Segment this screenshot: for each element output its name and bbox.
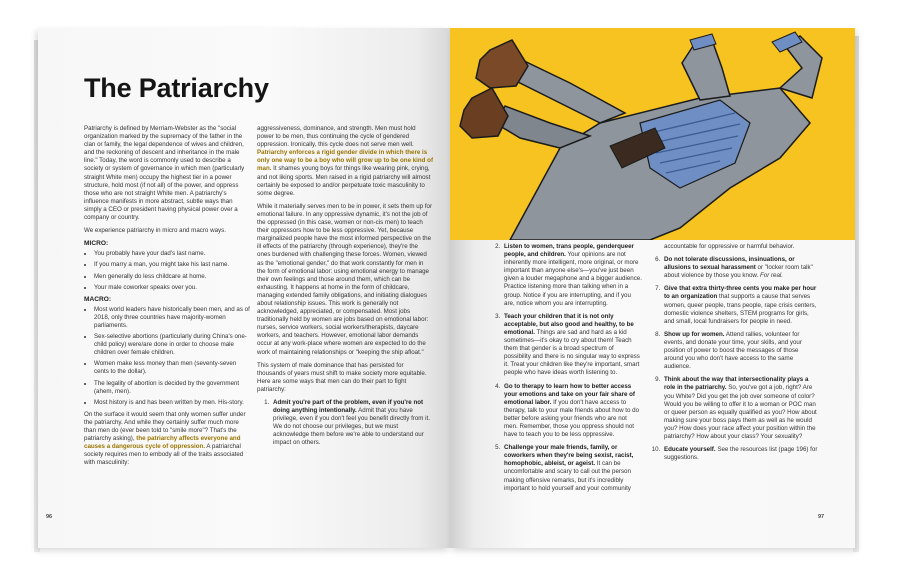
- macro-heading: MACRO:: [84, 295, 112, 303]
- list-item: [662, 285, 818, 325]
- right-column-2: [648, 243, 818, 467]
- page-title: The Patriarchy: [84, 73, 269, 103]
- list-item: • Women make less money than men (seventy-seven cents to the dollar).: [94, 360, 250, 376]
- item-heading: Give that extra thirty-three cents you make per hour to an organization: [664, 285, 817, 301]
- right-column-1: [488, 243, 642, 498]
- illustration: [450, 28, 855, 240]
- item-text: or "locker room talk" about violence by those you know.: [664, 264, 813, 280]
- item-heading: Show up for women.: [664, 330, 725, 338]
- paragraph-text: aggressiveness, dominance, and strength. Men must hold power to be men, thus continuing the cycle of gendered oppression. Ironically, this cycle does not serve men well.: [257, 125, 416, 149]
- micro-macro-intro: We experience patriarchy in micro and macro ways.: [84, 227, 226, 235]
- paragraph-text: A patriarchal society requires men to embody all of the traits associated with masculinity:: [84, 443, 244, 467]
- item-text: Your opinions are not inherently more intelligent, more original, or more important than anyone else's—you've just been given a louder megaphone and a bigger audience. Practice listening more than talking when in a group. Notice if you are interrupting, and if you are, notice whom you are interrupting.: [504, 251, 642, 307]
- list-item: [662, 446, 818, 462]
- reclining-man-illustration: [450, 28, 855, 240]
- masculinity-paragraph: [257, 125, 433, 198]
- paragraph-text: On the surface it would seem that only women suffer under the patriarchy. And while they certainly suffer much more than men do (ever been told to "smile more"? That's the patriarchy asking),: [84, 410, 246, 443]
- item-emphasis: For real.: [759, 272, 784, 280]
- macro-list: [84, 306, 250, 407]
- page-number-right: 97: [818, 514, 825, 520]
- left-column-1: [84, 125, 250, 472]
- list-item: • Most world leaders have historically been men, and as of 2018, only three countries have majority-women parliaments.: [94, 306, 250, 330]
- list-item: [662, 331, 818, 371]
- item-heading: Listen to women, trans people, genderqueer people, and children.: [504, 243, 634, 259]
- actions-list-end: [648, 256, 818, 462]
- item-heading: Do not tolerate discussions, insinuations, or allusions to sexual harassment: [664, 256, 795, 272]
- micro-list: [84, 250, 250, 291]
- list-item: [662, 256, 818, 280]
- item-text: See the resources list (page 196) for suggestions.: [664, 446, 818, 462]
- item-heading: Go to therapy to learn how to better access your emotions and take on your fair share of emotional labor.: [504, 382, 635, 406]
- list-item: • Sex-selective abortions (particularly during China's one-child policy) were/are done in order to choose male children over female children.: [94, 333, 250, 357]
- item-text: Attend rallies, volunteer for events, and donate your time, your skills, and your position of power to boost the messages of those around you who don't have access to the same audience.: [664, 330, 802, 371]
- list-item: [502, 243, 642, 308]
- highlighted-text: Patriarchy enforces a rigid gender divide in which there is only one way to be a boy who will grow up to be one kind of man.: [257, 149, 434, 173]
- item-text: So, you've got a job, right? Are you White? Did you get the job over someone of color? Would you be willing to offer it to a woman or POC man or queer person as equally qualified as you? How about making sure your boss pays them as well as he would you? How does your race affect your position within the patriarchy? How about your class? Your sexuality?: [664, 384, 817, 440]
- item-heading: Challenge your male friends, family, or coworkers when they're being sexist, racist, homophobic, ableist, or ageist.: [504, 444, 634, 468]
- item-heading: Educate yourself.: [664, 446, 716, 454]
- list-item: • Your male coworker speaks over you.: [94, 284, 250, 292]
- list-item: • You probably have your dad's last name.: [94, 250, 250, 258]
- emotional-labor-paragraph: While it materially serves men to be in power, it sets them up for emotional failure. In any oppressive dynamic, it's not the job of the oppressed (in this case, women or non-cis men) to teach their oppressors how to be less oppressive. Yet, because marginalized people have the most informed perspective on the ill effects of the patriarchy (through experience), they're the ones burdened with challenging these forces. Women, viewed as the "emotional gender," do that work constantly for men in the form of emotional labor: using emotional energy to manage their own feelings and those around them, which can be exhausting. It happens at home in the form of childcare, managing extended family obligations, and initiating dialogues about relationship issues. This work is generally not acknowledged, appreciated, or compensated. Most jobs traditionally held by women are jobs based on emotional labor: nurses, service workers, social workers/therapists, daycare workers, and teachers. However, emotional labor demands occur at any work-place where women are expected to do the work of maintaining relationships or "keeping the ship afloat.": [257, 202, 433, 356]
- list-item: [662, 376, 818, 441]
- item-text: It can be uncomfortable and scary to call out the person making offensive remarks, but it's incredibly important to hold yourself and your community: [504, 460, 631, 492]
- item-text: If you don't have access to therapy, talk to your male friends about how to do better before asking your friends who are not men. Remember, those you oppress should not have to teach you to be less oppressive.: [504, 398, 640, 439]
- list-item: • Men generally do less childcare at home.: [94, 273, 250, 281]
- item-heading: Admit you're part of the problem, even if you're not doing anything intentionally.: [273, 399, 424, 415]
- list-item: • If you marry a man, you might take his last name.: [94, 261, 250, 269]
- item-heading: Think about the way that intersectionality plays a role in the patriarchy.: [664, 376, 809, 392]
- actions-list-start: [257, 399, 433, 448]
- item-text: Things are sad and hard as a kid sometimes—it's okay to cry about them! Teach them that gender is a broad spectrum of possibility and there is no singular way to express it. Treat your children like they're important, smart people who have ideas worth listening to.: [504, 328, 640, 377]
- continued-text: accountable for oppressive or harmful behavior.: [664, 243, 795, 250]
- list-item: [502, 444, 642, 493]
- system-paragraph: This system of male dominance that has persisted for thousands of years must shift to make society more equitable. Here are some ways that men can do their part to fight patriarchy:: [257, 361, 427, 393]
- micro-heading: MICRO:: [84, 240, 109, 248]
- list-item: • Most history is and has been written by men. His-story.: [94, 399, 250, 407]
- page-number-left: 96: [46, 514, 53, 520]
- list-item: • The legality of abortion is decided by the government (ahem, men).: [94, 380, 250, 396]
- intro-paragraph: Patriarchy is defined by Merriam-Webster as the "social organization marked by the supremacy of the father in the clan or family, the legal dependence of wives and children, and the reckoning of descent and inheritance in the male line." Today, the word is commonly used to describe a society or system of governance in which men (particularly straight White men) occupy the highest tier in a power structure, hold most (if not all) of the power, and oppress those who are not straight White men. A patriarchy's influence manifests in more abstract, subtle ways than simply a CEO or president having physical power over a company or country.: [84, 125, 245, 222]
- item-heading: Teach your children that it is not only acceptable, but also good and healthy, to be emotional.: [504, 312, 634, 336]
- list-item: [271, 399, 433, 448]
- actions-list-cont: [488, 243, 642, 493]
- list-item: [502, 313, 642, 378]
- left-column-2: [257, 125, 433, 453]
- paragraph-text: It shames young boys for things like wearing pink, crying, and not liking sports. Men raised in a rigid patriarchy will almost certainly be exposed to and/or perpetuate toxic masculinity to some degree.: [257, 165, 431, 197]
- item-text: Admit that you have privilege, even if you don't feel you benefit directly from it. We do not choose our privileges, but we must acknowledge them before we're able to understand our impact on others.: [273, 407, 430, 447]
- surface-paragraph: [84, 411, 250, 468]
- highlighted-text: the patriarchy affects everyone and causes a dangerous cycle of oppression.: [84, 435, 241, 451]
- item-text: that supports a cause that serves women, queer people, trans people, rape crisis centers, domestic violence shelters, STEM programs for girls, and small, local fundraisers for people in need.: [664, 293, 817, 325]
- list-item: [502, 383, 642, 440]
